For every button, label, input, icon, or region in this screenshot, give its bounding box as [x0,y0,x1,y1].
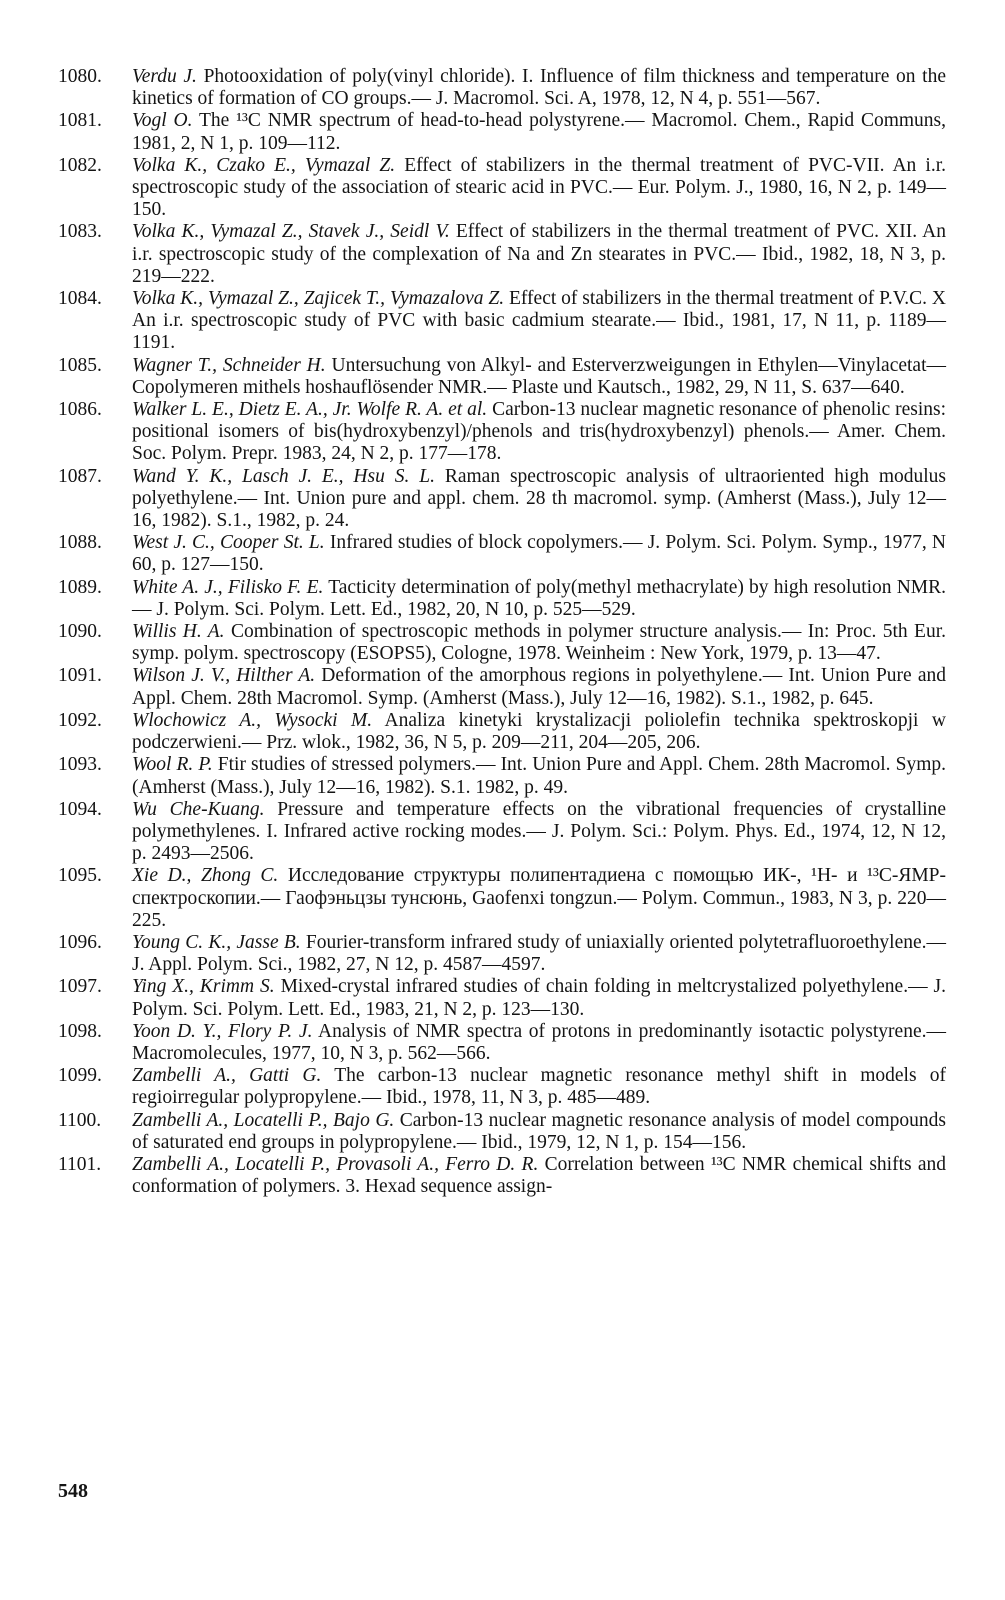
reference-body [132,1021,946,1065]
reference-authors: West J. C., Cooper St. L. [132,532,325,554]
reference-entry [54,155,946,222]
reference-text: Combination of spectroscopic methods in polymer structure analysis.— In: Proc. 5th Eur. symp. polym. spectroscopy (ESOPS5), Cologne, 1978. Weinheim : New York, 1979, p. 13—47. [132,621,946,665]
reference-number: 1101. [58,1153,102,1175]
reference-text: Carbon-13 nuclear magnetic resonance analysis of model compounds of saturated end groups in polypropylene.— Ibid., 1979, 12, N 1, p. 154—156. [132,1109,947,1153]
reference-body [132,532,946,576]
reference-body [132,466,946,533]
reference-text: Untersuchung von Alkyl- and Esterverzweigungen in Ethylen—Vinylacetat—Copolymeren mithels hoshauflösender NMR.— Plaste und Kautsch., 1982, 29, N 11, S. 637—640. [132,354,947,398]
reference-body [132,1065,946,1109]
reference-entry [54,221,946,288]
reference-text: The ¹³C NMR spectrum of head-to-head polystyrene.— Macromol. Chem., Rapid Communs, 1981, 2, N 1, p. 109—112. [132,110,947,154]
reference-number: 1090. [58,621,102,643]
reference-text: Raman spectroscopic analysis of ultraoriented high modulus polyethylene.— Int. Union pure and appl. chem. 28 th macromol. symp. (Amherst (Mass.), July 12—16, 1982). S.1., 1982, p. 24. [132,465,946,532]
reference-text: Correlation between ¹³C NMR chemical shifts and conformation of polymers. 3. Hexad sequence assign- [132,1153,947,1198]
reference-entry [54,466,946,533]
reference-entry [54,799,946,866]
reference-body [132,399,946,466]
reference-entry [54,532,946,576]
reference-body [132,1154,946,1198]
reference-number: 1094. [58,798,102,820]
reference-number: 1088. [58,532,102,554]
reference-entry [54,399,946,466]
reference-text: Исследование структуры полипентадиена с помощью ИК-, ¹H- и ¹³C-ЯМР-спектроскопии.— Гаофэньцзы тунсюнь, Gaofenxi tongzun.— Polym. Commun., 1983, N 3, p. 220—225. [132,865,946,931]
reference-entry [54,865,946,932]
reference-entry [54,976,946,1020]
reference-entry [54,355,946,399]
reference-number: 1092. [58,709,102,731]
reference-entry [54,665,946,709]
reference-entry [54,110,946,154]
reference-body [132,799,946,866]
reference-authors: Willis H. A. [132,621,225,643]
reference-authors: Zambelli A., Locatelli P., Bajo G. [132,1109,395,1131]
reference-body [132,932,946,976]
reference-authors: Zambelli A., Gatti G. [132,1065,322,1087]
reference-number: 1096. [58,931,102,953]
reference-body [132,865,946,932]
reference-authors: Vogl O. [132,110,193,132]
reference-number: 1098. [58,1020,102,1042]
reference-number: 1099. [58,1065,102,1087]
reference-authors: Volka K., Vymazal Z., Zajicek T., Vymazalova Z. [132,288,505,310]
reference-text: Effect of stabilizers in the thermal treatment of P.V.C. X An i.r. spectroscopic study of PVC with basic cadmium stearate.— Ibid., 1981, 17, N 11, p. 1189—1191. [132,288,947,354]
reference-body [132,710,946,754]
reference-text: Photooxidation of poly(vinyl chloride). I. Influence of film thickness and temperature on the kinetics of formation of CO groups.— J. Macromol. Sci. A, 1978, 12, N 4, p. 551—567. [132,66,946,110]
reference-authors: Yoon D. Y., Flory P. J. [132,1020,313,1042]
reference-body [132,110,946,154]
reference-body [132,1110,946,1154]
reference-text: Infrared studies of block copolymers.— J. Polym. Sci. Polym. Symp., 1977, N 60, p. 127—150. [132,532,946,576]
reference-text: Carbon-13 nuclear magnetic resonance of phenolic resins: positional isomers of bis(hydroxybenzyl)/phenols and tris(hydroxybenzyl) phenols.— Amer. Chem. Soc. Polym. Prepr. 1983, 24, N 2, p. 177—178. [132,399,947,465]
reference-text: Effect of stabilizers in the thermal treatment of PVC-VII. An i.r. spectroscopic study of the association of stearic acid in PVC.— Eur. Polym. J., 1980, 16, N 2, p. 149—150. [132,154,946,221]
reference-text: Tacticity determination of poly(methyl methacrylate) by high resolution NMR.— J. Polym. Sci. Polym. Lett. Ed., 1982, 20, N 10, p. 525—529. [132,576,946,620]
reference-body [132,665,946,709]
reference-authors: Xie D., Zhong C. [132,865,279,887]
reference-entry [54,754,946,798]
reference-authors: Young C. K., Jasse B. [132,931,301,953]
reference-text: Effect of stabilizers in the thermal treatment of PVC. XII. An i.r. spectroscopic study of the complexation of Na and Zn stearates in PVC.— Ibid., 1982, 18, N 3, p. 219—222. [132,221,947,287]
reference-authors: White A. J., Filisko F. E. [132,576,324,598]
reference-entry [54,66,946,110]
reference-number: 1081. [58,110,102,132]
reference-number: 1086. [58,399,102,421]
reference-number: 1083. [58,221,102,243]
reference-number: 1080. [58,66,102,87]
reference-authors: Wu Che-Kuang. [132,798,265,820]
reference-authors: Wool R. P. [132,754,213,776]
reference-body [132,288,946,355]
reference-body [132,754,946,798]
reference-entry [54,710,946,754]
reference-authors: Wagner T., Schneider H. [132,354,326,376]
reference-number: 1091. [58,665,102,687]
reference-number: 1097. [58,976,102,998]
reference-number: 1100. [58,1109,102,1131]
reference-number: 1093. [58,754,102,776]
reference-entry [54,288,946,355]
reference-authors: Wilson J. V., Hilther A. [132,665,316,687]
reference-text: The carbon-13 nuclear magnetic resonance methyl shift in models of regioirregular polypropylene.— Ibid., 1978, 11, N 3, p. 485—489. [132,1065,947,1109]
reference-text: Analiza kinetyki krystalizacji poliolefin technika spektroskopji w podczerwieni.— Prz. wlok., 1982, 36, N 5, p. 209—211, 204—205, 206. [132,709,946,754]
reference-body [132,976,946,1020]
reference-entry [54,1021,946,1065]
reference-text: Deformation of the amorphous regions in polyethylene.— Int. Union Pure and Appl. Chem. 28th Macromol. Symp. (Amherst (Mass.), July 12—16, 1982). S.1., 1982, p. 645. [132,665,946,709]
page-number: 548 [58,1480,88,1502]
reference-authors: Zambelli A., Locatelli P., Provasoli A., Ferro D. R. [132,1153,539,1175]
reference-body [132,621,946,665]
reference-text: Pressure and temperature effects on the vibrational frequencies of crystalline polymethylenes. I. Infrared active rocking modes.— J. Polym. Sci.: Polym. Phys. Ed., 1974, 12, N 12, p. 2493—2506. [132,798,946,865]
reference-authors: Volka K., Vymazal Z., Stavek J., Seidl V. [132,221,450,243]
reference-text: Analysis of NMR spectra of protons in predominantly isotactic polystyrene.— Macromolecules, 1977, 10, N 3, p. 562—566. [132,1020,946,1064]
reference-authors: Wand Y. K., Lasch J. E., Hsu S. L. [132,465,435,487]
reference-entry [54,621,946,665]
reference-number: 1089. [58,576,102,598]
reference-number: 1085. [58,354,102,376]
reference-number: 1082. [58,154,102,176]
reference-list [54,66,946,1198]
reference-number: 1087. [58,465,102,487]
reference-body [132,577,946,621]
reference-body [132,221,946,288]
reference-entry [54,1110,946,1154]
reference-number: 1084. [58,288,102,310]
reference-body [132,355,946,399]
reference-text: Mixed-crystal infrared studies of chain folding in meltcrystalized polyethylene.— J. Polym. Sci. Polym. Lett. Ed., 1983, 21, N 2, p. 123—130. [132,976,947,1020]
reference-body [132,66,946,110]
reference-entry [54,1065,946,1109]
reference-authors: Volka K., Czako E., Vymazal Z. [132,154,396,176]
reference-authors: Walker L. E., Dietz E. A., Jr. Wolfe R. A. et al. [132,399,488,421]
reference-authors: Wlochowicz A., Wysocki M. [132,709,373,731]
reference-body [132,155,946,222]
reference-authors: Verdu J. [132,66,197,87]
reference-entry [54,1154,946,1198]
reference-text: Fourier-transform infrared study of uniaxially oriented polytetrafluoroethylene.— J. Appl. Polym. Sci., 1982, 27, N 12, p. 4587—4597. [132,931,946,976]
reference-entry [54,577,946,621]
reference-text: Ftir studies of stressed polymers.— Int. Union Pure and Appl. Chem. 28th Macromol. Symp. (Amherst (Mass.), July 12—16, 1982). S.1. 1982, p. 49. [132,754,947,798]
reference-authors: Ying X., Krimm S. [132,976,275,998]
reference-entry [54,932,946,976]
reference-number: 1095. [58,865,102,887]
